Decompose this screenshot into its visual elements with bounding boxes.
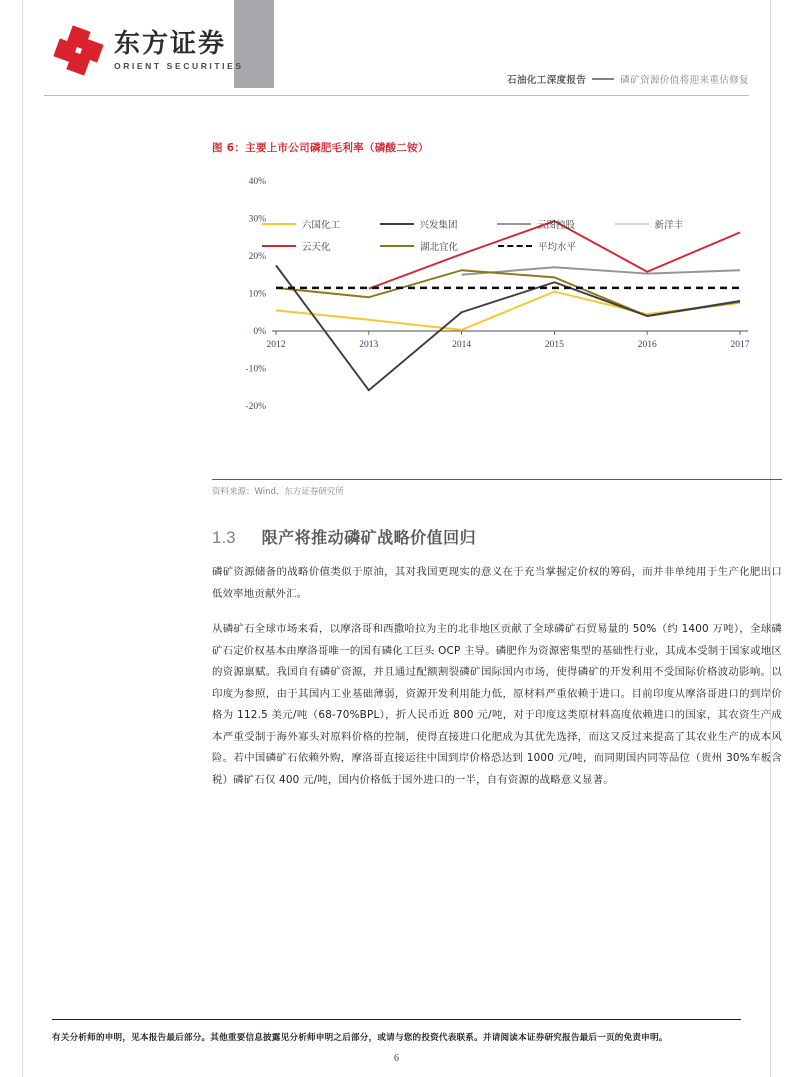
x-axis-tick-label: 2017 (730, 340, 750, 350)
y-axis-tick-label: -20% (245, 402, 266, 412)
legend-swatch-icon (497, 223, 531, 225)
legend-swatch-icon (615, 223, 649, 225)
x-axis-tick-label: 2016 (637, 340, 657, 350)
x-axis-tick-label: 2014 (452, 340, 472, 350)
legend-swatch-icon (262, 223, 296, 225)
chart-container (220, 163, 750, 463)
legend-item-3[interactable] (615, 217, 733, 231)
section-title: 限产将推动磷矿战略价值回归 (261, 528, 477, 547)
caption-divider-icon (592, 78, 614, 80)
legend-label: 新洋丰 (654, 220, 684, 231)
section-number: 1.3 (212, 528, 236, 547)
legend-item-6[interactable] (498, 239, 616, 253)
legend-item-2[interactable] (497, 217, 615, 231)
header-underline (44, 95, 749, 96)
legend-label: 湖北宜化 (420, 242, 459, 253)
content-column (212, 140, 782, 801)
legend-row (262, 213, 732, 235)
body-paragraph-2: 从磷矿石全球市场来看，以摩洛哥和西撒哈拉为主的北非地区贡献了全球磷矿石贸易量的 50%（约 1400 万吨），全球磷矿石定价权基本由摩洛哥唯一的国有磷化工巨头 OCP 主导。磷肥作为资源密集型的基础性行业，其成本受制于国家或地区的资源禀赋。我国自有磷矿资源，并且通过配额割裂磷矿国际国内市场，使得磷矿的开发利用不受国际价格波动影响。以印度为参照，由于其国内工业基础薄弱，资源开发利用能力低，原材料严重依赖于进口。目前印度从摩洛哥进口的到岸价格为 112.5 美元/吨（68-70%BPL），折人民币近 800 元/吨，对于印度这类原材料高度依赖进口的国家，其农资生产成本严重受制于海外寡头对原料价格的控制，使得直接进口化肥成为其优先选择，而这又反过来提高了其农业生产的成本风险。若中国磷矿石依赖外购，摩洛哥直接运往中国到岸价格恐达到 1000 元/吨，而同期国内同等品位（贵州 30%车板含税）磷矿石仅 400 元/吨，国内价格低于国外进口的一半，自有资源的战略意义显著。 (212, 623, 782, 786)
y-axis-tick-label: 0% (253, 327, 266, 337)
legend-item-4[interactable] (262, 239, 380, 253)
page-left-rule (22, 0, 23, 1077)
legend-label: 兴发集团 (419, 220, 458, 231)
legend-swatch-icon (262, 245, 296, 247)
chart-series-line (276, 270, 740, 316)
y-axis-tick-label: 30% (248, 214, 266, 225)
header-caption (507, 72, 749, 86)
body-paragraph-1: 磷矿资源储备的战略价值类似于原油，其对我国更现实的意义在于充当掌握定价权的筹码，而并非单纯用于生产化肥出口低效率地贡献外汇。 (212, 566, 782, 600)
footer-disclaimer: 有关分析师的申明，见本报告最后部分。其他重要信息披露见分析师申明之后部分，或请与您的投资代表联系。并请阅读本证券研究报告最后一页的免责申明。 (52, 1033, 668, 1043)
x-axis-tick-label: 2015 (544, 340, 564, 350)
legend-label: 六国化工 (302, 220, 341, 231)
brand-name-en: ORIENT SECURITIES (114, 61, 244, 72)
brand-logo (56, 28, 244, 74)
legend-label: 云图控股 (537, 220, 576, 231)
legend-item-5[interactable] (380, 239, 498, 253)
orient-securities-logo-icon (56, 28, 102, 74)
x-axis-tick-label: 2013 (359, 340, 379, 350)
footer-divider (52, 1019, 741, 1021)
section-heading (212, 525, 782, 548)
legend-label: 云天化 (302, 242, 331, 253)
legend-item-1[interactable] (380, 217, 498, 231)
figure-source: 资料来源：Wind、东方证券研究所 (212, 479, 782, 497)
y-axis-tick-label: 10% (248, 289, 266, 300)
legend-item-0[interactable] (262, 217, 380, 231)
report-title-label: 磷矿资源价值将迎来重估修复 (620, 75, 749, 86)
brand-name-cn: 东方证券 (114, 28, 227, 59)
legend-swatch-icon (498, 245, 532, 247)
y-axis-tick-label: 40% (248, 177, 266, 187)
legend-row (262, 235, 732, 257)
x-axis-tick-label: 2012 (266, 340, 286, 350)
legend-label: 平均水平 (538, 242, 577, 253)
figure-title: 图 6：主要上市公司磷肥毛利率（磷酸二铵） (212, 142, 429, 154)
y-axis-tick-label: -10% (245, 364, 266, 375)
chart-legend (262, 213, 732, 257)
line-chart (220, 163, 750, 463)
chart-series-line (276, 265, 740, 390)
y-axis-tick-label: 20% (248, 252, 266, 262)
page-number: 6 (394, 1053, 399, 1064)
report-series-label: 石油化工深度报告 (507, 75, 587, 86)
page-header (22, 0, 771, 96)
legend-swatch-icon (380, 223, 414, 225)
legend-swatch-icon (380, 245, 414, 247)
